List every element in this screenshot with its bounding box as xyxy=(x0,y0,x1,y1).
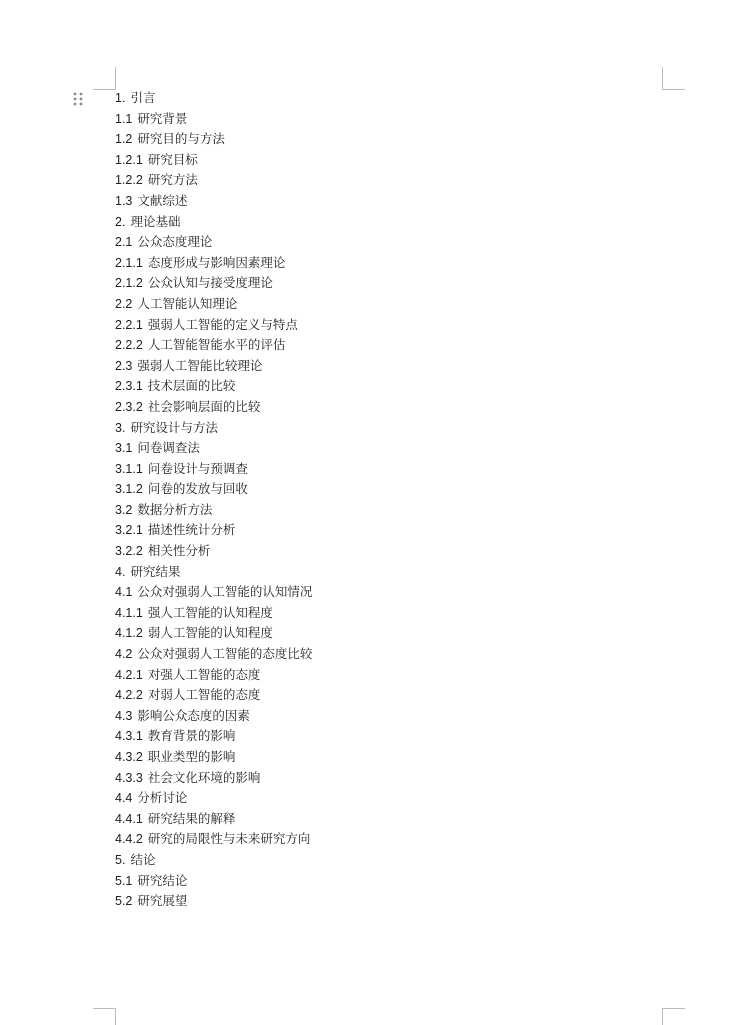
toc-entry-number: 3.2.2 xyxy=(115,544,143,559)
toc-entry-number: 1.2 xyxy=(115,132,133,147)
toc-entry-title: 强弱人工智能的定义与特点 xyxy=(147,316,298,332)
toc-entry[interactable] xyxy=(115,747,312,768)
crop-mark-bottom-left xyxy=(93,1008,116,1025)
toc-entry-number: 4.1.2 xyxy=(115,626,143,641)
toc-entry-title: 社会文化环境的影响 xyxy=(147,769,261,785)
toc-entry-title: 社会影响层面的比较 xyxy=(147,398,261,414)
toc-entry-number: 4.3.2 xyxy=(115,750,143,764)
crop-mark-bottom-right xyxy=(662,1008,685,1025)
toc-entry-number: 4.4.2 xyxy=(115,832,143,847)
toc-entry-title: 研究目标 xyxy=(147,151,198,167)
toc-entry-number: 2.1.1 xyxy=(115,255,143,270)
toc-entry-title: 分析讨论 xyxy=(137,790,188,806)
toc-entry[interactable] xyxy=(115,109,312,130)
crop-mark-top-right xyxy=(662,67,685,90)
toc-entry-title: 态度形成与影响因素理论 xyxy=(147,254,286,270)
toc-entry-title: 公众态度理论 xyxy=(137,234,213,250)
toc-entry-number: 4.3 xyxy=(115,708,133,723)
toc-entry-title: 人工智能认知理论 xyxy=(137,295,238,311)
drag-handle-icon[interactable] xyxy=(73,92,83,106)
toc-entry-number: 3.2.1 xyxy=(115,523,143,538)
toc-entry[interactable] xyxy=(115,191,312,212)
toc-entry[interactable] xyxy=(115,562,312,583)
toc-entry-title: 研究背景 xyxy=(137,110,188,126)
toc-entry-title: 理论基础 xyxy=(130,213,181,229)
toc-entry-number: 3. xyxy=(115,420,126,435)
toc-entry-title: 研究设计与方法 xyxy=(130,419,218,435)
toc-entry[interactable] xyxy=(115,891,312,912)
toc-entry-title: 研究结果的解释 xyxy=(147,810,236,826)
toc-entry-number: 4.3.3 xyxy=(115,770,143,785)
toc-entry[interactable] xyxy=(115,273,312,294)
toc-entry[interactable] xyxy=(115,829,312,850)
toc-entry-number: 4.3.1 xyxy=(115,729,143,744)
toc-entry-number: 4. xyxy=(115,564,126,579)
toc-entry-number: 4.4 xyxy=(115,791,133,806)
toc-entry-number: 2.2.1 xyxy=(115,317,143,332)
toc-entry[interactable] xyxy=(115,665,312,686)
toc-entry-number: 4.2.2 xyxy=(115,688,143,703)
toc-entry[interactable] xyxy=(115,356,312,377)
toc-entry-number: 2. xyxy=(115,214,126,229)
toc-entry-title: 公众对强弱人工智能的认知情况 xyxy=(137,584,313,600)
toc-entry-title: 引言 xyxy=(130,90,156,105)
toc-entry-number: 2.3.1 xyxy=(115,379,143,394)
toc-entry-number: 2.1 xyxy=(115,235,133,250)
toc-entry-title: 技术层面的比较 xyxy=(147,378,236,394)
toc-entry-title: 对强人工智能的态度 xyxy=(147,666,261,682)
toc-entry[interactable] xyxy=(115,871,312,892)
toc-entry[interactable] xyxy=(115,335,312,356)
toc-entry[interactable] xyxy=(115,500,312,521)
toc-entry[interactable] xyxy=(115,788,312,809)
toc-entry-title: 对弱人工智能的态度 xyxy=(147,687,261,703)
toc-entry-title: 强弱人工智能比较理论 xyxy=(137,357,263,373)
toc-entry[interactable] xyxy=(115,150,312,171)
toc-entry-number: 2.3.2 xyxy=(115,399,143,414)
toc-entry[interactable] xyxy=(115,459,312,480)
toc-entry-number: 4.1 xyxy=(115,585,133,600)
toc-entry-title: 描述性统计分析 xyxy=(147,522,236,538)
toc-entry-title: 研究的局限性与未来研究方向 xyxy=(147,831,311,847)
toc-entry[interactable] xyxy=(115,129,312,150)
table-of-contents xyxy=(115,88,312,912)
toc-entry-title: 教育背景的影响 xyxy=(147,728,236,744)
toc-entry[interactable] xyxy=(115,232,312,253)
toc-entry-number: 1. xyxy=(115,91,126,105)
toc-entry[interactable] xyxy=(115,253,312,274)
toc-entry-title: 研究展望 xyxy=(137,893,188,909)
toc-entry-number: 3.2 xyxy=(115,502,133,517)
toc-entry[interactable] xyxy=(115,294,312,315)
toc-entry-title: 影响公众态度的因素 xyxy=(137,707,250,723)
toc-entry[interactable] xyxy=(115,376,312,397)
toc-entry[interactable] xyxy=(115,170,312,191)
toc-entry-title: 公众认知与接受度理论 xyxy=(147,275,273,291)
toc-entry-number: 5. xyxy=(115,852,126,867)
toc-entry[interactable] xyxy=(115,850,312,871)
toc-entry-title: 问卷调查法 xyxy=(137,440,200,456)
toc-entry-title: 结论 xyxy=(130,851,156,867)
toc-entry[interactable] xyxy=(115,644,312,665)
toc-entry[interactable] xyxy=(115,623,312,644)
toc-entry-number: 2.1.2 xyxy=(115,276,143,291)
toc-entry-number: 4.2 xyxy=(115,647,133,662)
toc-entry[interactable] xyxy=(115,726,312,747)
toc-entry-number: 5.1 xyxy=(115,873,133,888)
toc-entry-title: 人工智能智能水平的评估 xyxy=(147,337,286,353)
toc-entry[interactable] xyxy=(115,768,312,789)
toc-entry-title: 强人工智能的认知程度 xyxy=(147,604,273,620)
toc-entry-title: 职业类型的影响 xyxy=(147,749,236,764)
toc-entry-title: 文献综述 xyxy=(137,192,188,208)
toc-entry[interactable] xyxy=(115,88,312,109)
toc-entry[interactable] xyxy=(115,479,312,500)
toc-entry-number: 4.1.1 xyxy=(115,605,143,620)
toc-entry-title: 研究结果 xyxy=(130,563,181,579)
toc-entry[interactable] xyxy=(115,582,312,603)
toc-entry-number: 4.2.1 xyxy=(115,667,143,682)
toc-entry-number: 1.3 xyxy=(115,193,133,208)
toc-entry-title: 弱人工智能的认知程度 xyxy=(147,625,273,641)
toc-entry-number: 5.2 xyxy=(115,894,133,909)
toc-entry-number: 1.1 xyxy=(115,111,133,126)
toc-entry[interactable] xyxy=(115,397,312,418)
toc-entry-title: 研究目的与方法 xyxy=(137,131,225,147)
toc-entry-title: 问卷的发放与回收 xyxy=(147,481,248,497)
toc-entry-title: 研究结论 xyxy=(137,872,188,888)
toc-entry[interactable] xyxy=(115,603,312,624)
crop-mark-top-left xyxy=(93,67,116,90)
toc-entry-number: 2.2.2 xyxy=(115,338,143,353)
toc-entry[interactable] xyxy=(115,315,312,336)
toc-entry-number: 2.2 xyxy=(115,296,133,311)
toc-entry-number: 3.1 xyxy=(115,441,133,456)
toc-entry[interactable] xyxy=(115,706,312,727)
toc-entry-number: 4.4.1 xyxy=(115,811,143,826)
toc-entry-number: 3.1.1 xyxy=(115,461,143,476)
toc-entry-title: 相关性分析 xyxy=(147,543,211,559)
toc-entry-title: 研究方法 xyxy=(147,172,198,188)
toc-entry-number: 1.2.2 xyxy=(115,173,143,188)
toc-entry-number: 1.2.1 xyxy=(115,152,143,167)
toc-entry[interactable] xyxy=(115,541,312,562)
toc-entry-title: 数据分析方法 xyxy=(137,501,213,517)
toc-entry-number: 3.1.2 xyxy=(115,482,143,497)
toc-entry[interactable] xyxy=(115,520,312,541)
toc-entry[interactable] xyxy=(115,212,312,233)
toc-entry-number: 2.3 xyxy=(115,358,133,373)
toc-entry[interactable] xyxy=(115,418,312,439)
toc-entry[interactable] xyxy=(115,685,312,706)
toc-entry-title: 公众对强弱人工智能的态度比较 xyxy=(137,646,313,662)
toc-entry[interactable] xyxy=(115,438,312,459)
toc-entry[interactable] xyxy=(115,809,312,830)
toc-entry-title: 问卷设计与预调查 xyxy=(147,460,248,476)
